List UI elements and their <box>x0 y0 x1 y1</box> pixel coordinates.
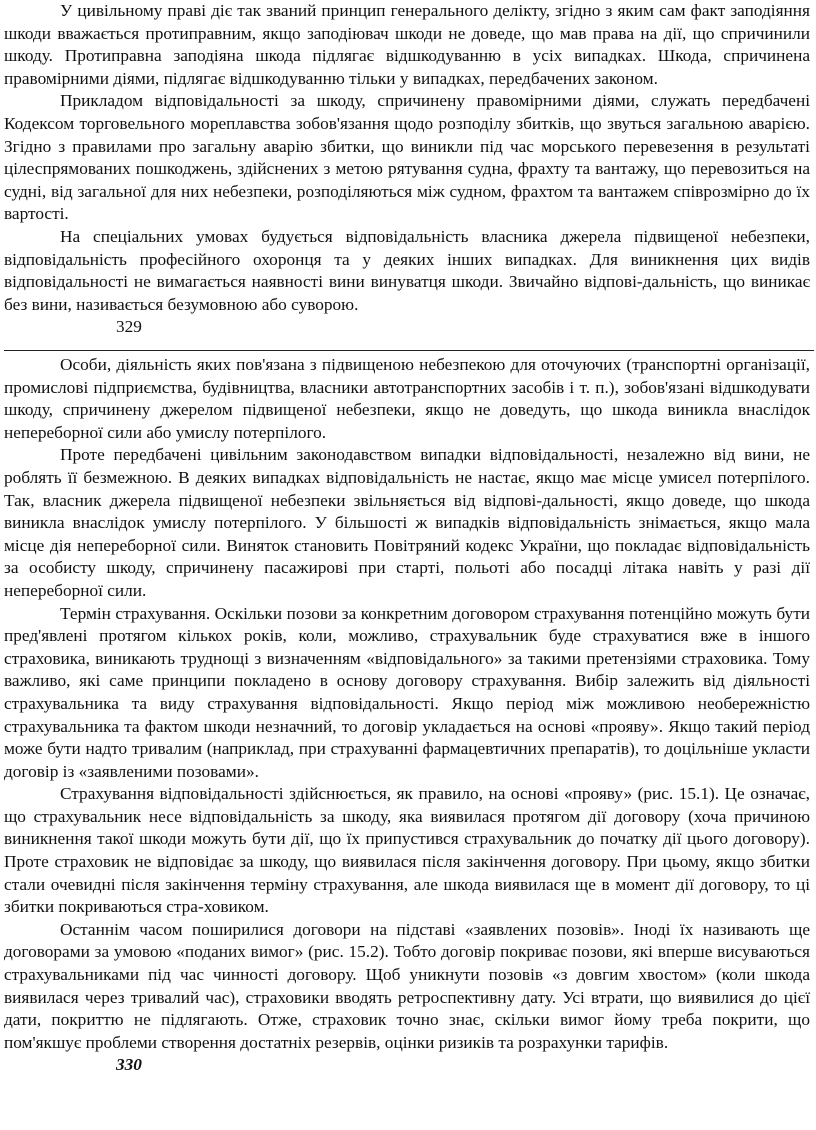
page-number-329: 329 <box>116 317 142 337</box>
paragraph-hazard-persons: Особи, діяльність яких пов'язана з підвищеною небезпекою для оточуючих (транспортні організації, промислові підприємства, будівництва, власники автотранспортних засобів і т. п.), зобов'язані відшкодувати шкоду, спричинену джерелом підвищеної небезпеки, якщо не доведуть, що шкода виникла внаслідок непереборної сили або умислу потерпілого. <box>4 355 810 442</box>
paragraph-insurance-term: Термін страхування. Оскільки позови за конкретним договором страхування потенційно можуть бути пред'явлені протягом кількох років, коли, можливо, страхувальник буде страхуватися вже в іншого страховика, виникають труднощі з визначенням «відповідального» за такими претензіями страховика. Тому важливо, які саме принципи покладено в основу договору страхування. Вибір залежить від діяльності страхувальника та виду страхування відповідальності. Якщо період між можливою необережністю страхувальника та фактом шкоди незначний, то договір укладається на основі «прояву». Якщо такий період може бути надто тривалим (наприклад, при страхуванні фармацевтичних препаратів), то доцільніше укласти договір із «заявленими позовами». <box>4 603 810 781</box>
paragraph-occurrence-basis: Страхування відповідальності здійснюється, як правило, на основі «прояву» (рис. 15.1). Це означає, що страхувальник несе відповідальність за шкоду, яка виявилася протягом дії договору (хоча причиною виникнення такої шкоди можуть бути дії, що їх припустився страхувальник до початку дії цього договору). Проте страховик не відповідає за шкоду, що виявилася після закінчення договору. При цьому, якщо збитки стали очевидні після закінчення терміну страхування, але шкода виявилася ще в момент дії договору, то ці збитки покриваються стра-ховиком. <box>4 784 810 917</box>
page-divider <box>4 350 814 351</box>
page-329-section <box>4 0 810 339</box>
page-number-330: 330 <box>116 1055 142 1075</box>
paragraph-general-average: Прикладом відповідальності за шкоду, спричинену правомірними діями, служать передбачені Кодексом торговельного мореплавства зобов'язання щодо розподілу збитків, що звуться загальною аварією. Згідно з правилами про загальну аварію збитки, що виникли під час морського перевезення в результаті цілеспрямованих пошкоджень, здійснених з метою рятування судна, фрахту та вантажу, що перевозиться на судні, від загальної для них небезпеки, розподіляються між судном, фрахтом та вантажем співрозмірно до їх вартості. <box>4 91 810 224</box>
page-330-section <box>4 354 810 1077</box>
paragraph-claims-made: Останнім часом поширилися договори на підставі «заявлених позовів». Іноді їх називають ще договорами за умовою «поданих вимог» (рис. 15.2). Тобто договір покриває позови, які вперше висуваються страхувальниками під час чинності договору. Щоб уникнути позовів «з довгим хвостом» (коли шкода виявилася через тривалий час), страховики вводять ретроспективну дату. Усі втрати, що виявилися до цієї дати, покриттю не підлягають. Отже, страховик точно знає, скільки вимог йому треба покрити, що пом'якшує проблеми створення достатніх резервів, оцінки ризиків та розрахунки тарифів. <box>4 919 810 1052</box>
paragraph-general-delict: У цивільному праві діє так званий принцип генерального делікту, згідно з яким сам факт заподіяння шкоди вважається протиправним, якщо заподіювач шкоди не доведе, що мав права на дії, що спричинили шкоду. Протиправна заподіяна шкода підлягає відшкодуванню в усіх випадках. Шкода, спричинена правомірними діями, підлягає відшкодуванню тільки у випадках, передбачених законом. <box>4 1 810 88</box>
paragraph-strict-liability: На спеціальних умовах будується відповідальність власника джерела підвищеної небезпеки, відповідальність професійного охоронця та у деяких інших випадках. Для виникнення цих видів відповідальності не вимагається наявності вини винуватця шкоди. Звичайно відпові-дальність, що виникає без вини, називається безумовною або суворою. <box>4 226 810 314</box>
paragraph-liability-limits: Проте передбачені цивільним законодавством випадки відповідальності, незалежно від вини, не роблять її безмежною. В деяких випадках відповідальність не настає, якщо має місце умисел потерпілого. Так, власник джерела підвищеної небезпеки звільняється від відпові-дальності, якщо доведе, що шкода виникла внаслідок умислу потерпілого. У більшості ж випадків відповідальність знімається, якщо мала місце дія непереборної сили. Виняток становить Повітряний кодекс України, що покладає відповідальність за особисту шкоду, спричинену пасажирові при старті, польоті або посадці літака навіть у разі дії непереборної сили. <box>4 445 810 600</box>
